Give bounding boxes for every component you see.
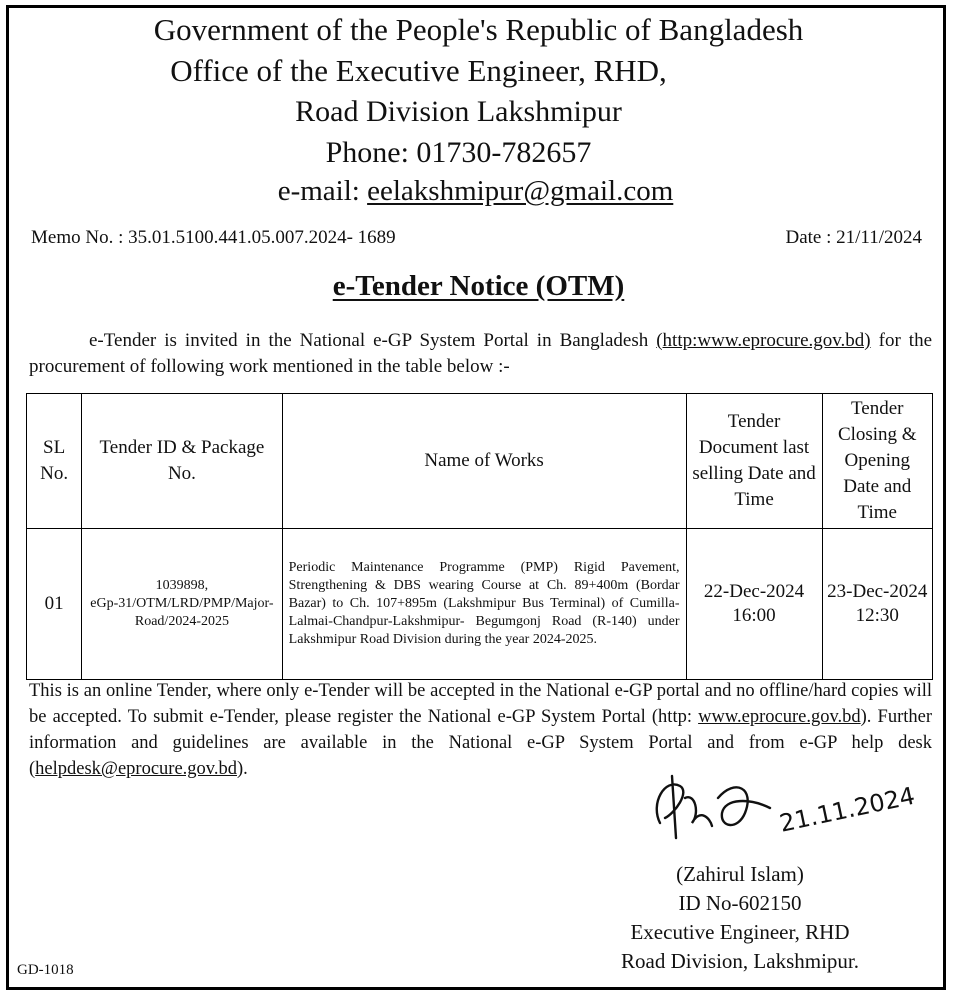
note-text-3: ).: [236, 759, 248, 779]
note-text-2: ). Further information and guidelines are available in the National e-GP System Portal and from e-GP help desk (: [29, 707, 932, 779]
online-tender-note: [29, 678, 932, 782]
handwritten-date: 21.11.2024: [777, 781, 918, 838]
signatory-office: Road Division, Lakshmipur.: [621, 949, 859, 973]
signatory-designation: Executive Engineer, RHD: [630, 920, 850, 944]
table-row: [27, 529, 933, 680]
footer-code: GD-1018: [17, 962, 74, 978]
memo-number: Memo No. : 35.01.5100.441.05.007.2024- 1689: [31, 227, 396, 248]
cell-document-date: [686, 529, 822, 680]
cell-closing-date: [822, 529, 932, 680]
header-government: Government of the People's Republic of Bangladesh: [153, 12, 804, 47]
memo-date: Date : 21/11/2024: [785, 227, 922, 248]
header-office: Office of the Executive Engineer, RHD,: [170, 53, 667, 88]
header-name-of-works: Name of Works: [282, 394, 686, 529]
signature-icon: [640, 768, 790, 848]
email-label: e-mail:: [277, 175, 368, 207]
header-closing-date: Tender Closing & Opening Date and Time: [822, 394, 932, 529]
cell-name-of-works: Periodic Maintenance Programme (PMP) Rigid Pavement, Strengthening & DBS wearing Course at Ch. 89+400m (Bordar Bazar) to Ch. 107+895m (Lakshmipur Bus Terminal) of Cumilla-Lalmai-Chandpur-Lakshmipur- Begumgonj Road (R-140) under Lakshmipur Road Division during the year 2024-2025.: [282, 529, 686, 680]
header-tender-id: Tender ID & Package No.: [82, 394, 282, 529]
email-address[interactable]: eelakshmipur@gmail.com: [367, 175, 674, 207]
closing-date: 23-Dec-2024: [827, 581, 928, 602]
note-text-1: This is an online Tender, where only e-Tender will be accepted in the National e-GP portal and no offline/hard copies will be accepted. To submit e-Tender, please register the National e-GP System Portal (http:: [29, 681, 932, 727]
header-document-date: Tender Document last selling Date and Time: [686, 394, 822, 529]
document-date: 22-Dec-2024: [703, 581, 805, 602]
table-header-row: [27, 394, 933, 529]
header-phone: Phone: 01730-782657: [325, 136, 592, 169]
notice-title: e-Tender Notice (OTM): [332, 270, 625, 302]
tender-id: 1039898,: [155, 578, 209, 593]
signatory-block: [575, 860, 905, 976]
note-portal-link[interactable]: www.eprocure.gov.bd: [698, 707, 861, 727]
intro-paragraph: [29, 328, 932, 380]
document-time: 16:00: [732, 605, 776, 626]
intro-text-after: for the procurement of following work mentioned in the table below :-: [29, 330, 933, 377]
package-no: eGp-31/OTM/LRD/PMP/Major-Road/2024-2025: [90, 596, 274, 629]
header-email-line: [0, 175, 954, 208]
cell-sl: 01: [27, 529, 82, 680]
note-helpdesk-link[interactable]: helpdesk@eprocure.gov.bd: [35, 759, 237, 779]
intro-portal-link[interactable]: (http:www.eprocure.gov.bd): [656, 330, 871, 351]
intro-text-before: e-Tender is invited in the National e-GP System Portal in Bangladesh: [89, 330, 649, 351]
header-division: Road Division Lakshmipur: [295, 95, 622, 128]
signatory-name: (Zahirul Islam): [676, 862, 804, 886]
header-sl: SL No.: [27, 394, 82, 529]
tender-table: [26, 393, 933, 680]
closing-time: 12:30: [855, 605, 899, 626]
cell-tender-id: [82, 529, 282, 680]
signatory-id: ID No-602150: [678, 891, 802, 915]
